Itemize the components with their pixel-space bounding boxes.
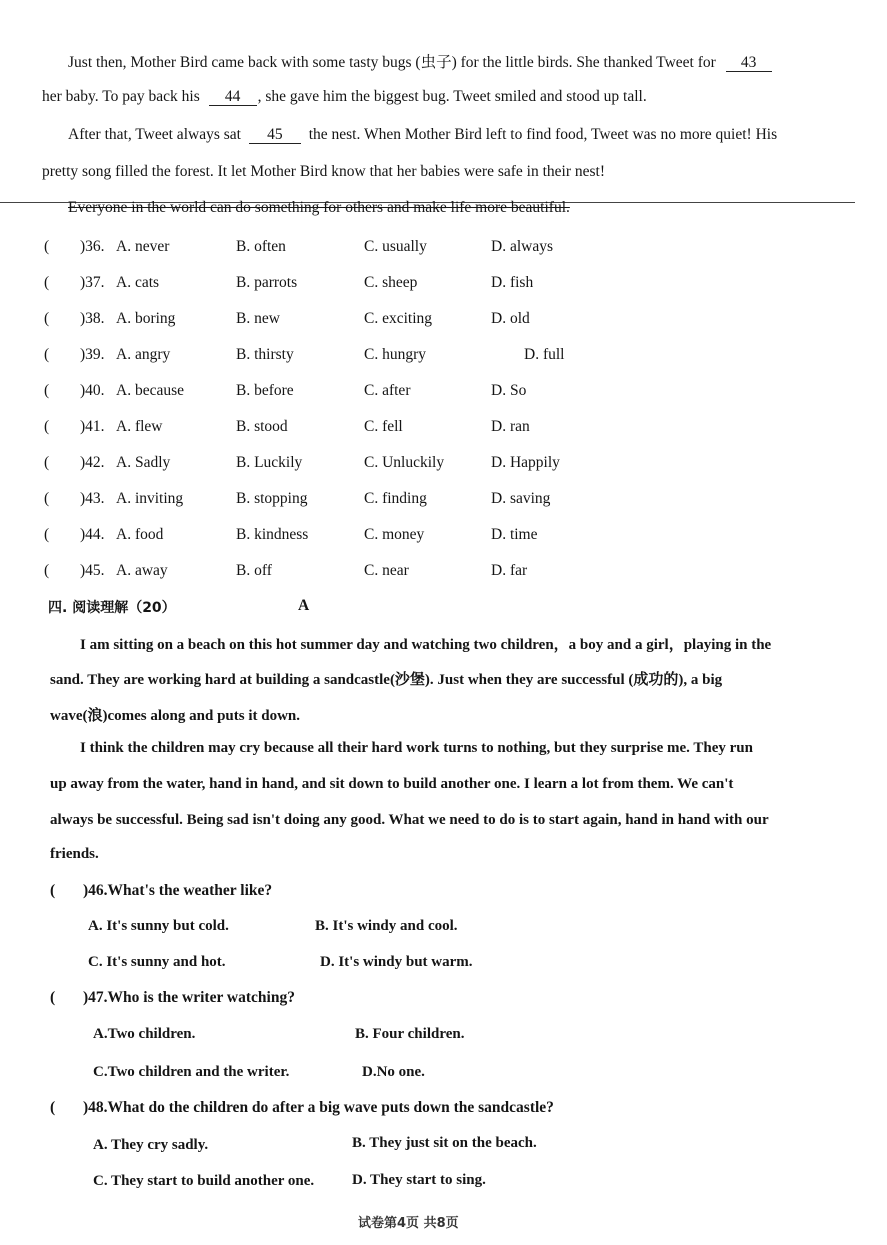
passage-line-2 xyxy=(42,88,647,106)
option-c[interactable]: C.Two children and the writer. xyxy=(93,1064,290,1080)
passage-text: , she gave him the biggest bug. Tweet smiled and stood up tall. xyxy=(257,88,647,105)
section-label: A xyxy=(298,597,310,614)
choice-row xyxy=(0,454,887,478)
option-d[interactable]: D. It's windy but warm. xyxy=(320,954,473,970)
option-d[interactable]: D. far xyxy=(491,562,528,579)
page-footer: 试卷第4页 共8页 xyxy=(358,1216,459,1231)
answer-paren[interactable]: ( xyxy=(44,274,50,291)
passage-line-4: pretty song filled the forest. It let Mother Bird know that her babies were safe in their nest! xyxy=(42,163,606,180)
option-b[interactable]: B. before xyxy=(236,382,294,399)
answer-paren[interactable]: ( xyxy=(44,346,50,363)
option-b[interactable]: B. parrots xyxy=(236,274,298,291)
question-number: )40. xyxy=(80,382,105,399)
option-a[interactable]: A. angry xyxy=(116,346,171,363)
option-b[interactable]: B. new xyxy=(236,310,280,327)
option-c[interactable]: C. money xyxy=(364,526,425,543)
question-number: )45. xyxy=(80,562,105,579)
option-d[interactable]: D. always xyxy=(491,238,553,255)
question-text: )47.Who is the writer watching? xyxy=(83,989,295,1006)
option-c[interactable]: C. hungry xyxy=(364,346,426,363)
option-a[interactable]: A. flew xyxy=(116,418,163,435)
option-d[interactable]: D.No one. xyxy=(362,1064,425,1080)
reading-line-1: I am sitting on a beach on this hot summer day and watching two children，a boy and a girl，playing in the xyxy=(80,637,772,653)
choice-row xyxy=(0,526,887,550)
option-a[interactable]: A. inviting xyxy=(116,490,184,507)
option-b[interactable]: B. Four children. xyxy=(355,1026,465,1042)
passage-line-5: Everyone in the world can do something for others and make life more beautiful. xyxy=(68,199,570,216)
option-b[interactable]: B. They just sit on the beach. xyxy=(352,1135,537,1151)
option-d[interactable]: D. time xyxy=(491,526,538,543)
blank-44: 44 xyxy=(209,89,257,106)
reading-line-2: sand. They are working hard at building a sandcastle(沙堡). Just when they are successful (成功的), a big xyxy=(50,672,723,688)
answer-paren[interactable]: ( xyxy=(44,490,50,507)
option-a[interactable]: A. away xyxy=(116,562,168,579)
question-number: )42. xyxy=(80,454,105,471)
blank-43: 43 xyxy=(726,55,772,72)
option-a[interactable]: A. food xyxy=(116,526,164,543)
reading-line-4: I think the children may cry because all their hard work turns to nothing, but they surprise me. They run xyxy=(80,740,753,756)
option-b[interactable]: B. kindness xyxy=(236,526,309,543)
option-d[interactable]: D. They start to sing. xyxy=(352,1172,486,1188)
section-title: 四. 阅读理解（20） xyxy=(48,600,176,616)
answer-paren[interactable]: ( xyxy=(50,989,56,1006)
passage-line-3 xyxy=(68,126,777,144)
reading-line-6: always be successful. Being sad isn't doing any good. What we need to do is to start again, hand in hand with our xyxy=(50,812,769,828)
reading-line-3: wave(浪)comes along and puts it down. xyxy=(50,708,301,724)
choice-row xyxy=(0,382,887,406)
passage-text: After that, Tweet always sat xyxy=(68,126,241,143)
blank-45: 45 xyxy=(249,127,301,144)
option-c[interactable]: C. They start to build another one. xyxy=(93,1173,315,1189)
reading-line-7: friends. xyxy=(50,846,99,862)
option-a[interactable]: A.Two children. xyxy=(93,1026,196,1042)
option-c[interactable]: C. after xyxy=(364,382,411,399)
option-c[interactable]: C. It's sunny and hot. xyxy=(88,954,226,970)
option-d[interactable]: D. fish xyxy=(491,274,534,291)
reading-line-5: up away from the water, hand in hand, and sit down to build another one. I learn a lot from them. We can't xyxy=(50,776,734,792)
choice-row xyxy=(0,274,887,298)
option-b[interactable]: B. stood xyxy=(236,418,288,435)
question-number: )36. xyxy=(80,238,105,255)
choice-row xyxy=(0,562,887,586)
option-d[interactable]: D. saving xyxy=(491,490,551,507)
answer-paren[interactable]: ( xyxy=(50,882,56,899)
option-b[interactable]: B. often xyxy=(236,238,286,255)
option-a[interactable]: A. because xyxy=(116,382,184,399)
answer-paren[interactable]: ( xyxy=(44,562,50,579)
option-a[interactable]: A. boring xyxy=(116,310,176,327)
option-b[interactable]: B. off xyxy=(236,562,272,579)
question-number: )37. xyxy=(80,274,105,291)
option-d[interactable]: D. ran xyxy=(491,418,530,435)
choice-row xyxy=(0,418,887,442)
option-d[interactable]: D. old xyxy=(491,310,530,327)
question-number: )41. xyxy=(80,418,105,435)
answer-paren[interactable]: ( xyxy=(50,1099,56,1116)
option-c[interactable]: C. near xyxy=(364,562,409,579)
choice-row xyxy=(0,310,887,334)
answer-paren[interactable]: ( xyxy=(44,454,50,471)
option-a[interactable]: A. Sadly xyxy=(116,454,171,471)
option-d[interactable]: D. Happily xyxy=(491,454,560,471)
option-a[interactable]: A. cats xyxy=(116,274,160,291)
option-a[interactable]: A. They cry sadly. xyxy=(93,1137,209,1153)
choice-row xyxy=(0,346,887,370)
option-c[interactable]: C. finding xyxy=(364,490,427,507)
answer-paren[interactable]: ( xyxy=(44,418,50,435)
question-number: )39. xyxy=(80,346,105,363)
answer-paren[interactable]: ( xyxy=(44,526,50,543)
question-text: )46.What's the weather like? xyxy=(83,882,273,899)
passage-text: the nest. When Mother Bird left to find food, Tweet was no more quiet! His xyxy=(308,126,778,143)
question-number: )43. xyxy=(80,490,105,507)
option-c[interactable]: C. usually xyxy=(364,238,427,255)
option-c[interactable]: C. exciting xyxy=(364,310,433,327)
option-b[interactable]: B. thirsty xyxy=(236,346,294,363)
option-b[interactable]: B. It's windy and cool. xyxy=(315,918,458,934)
option-c[interactable]: C. sheep xyxy=(364,274,418,291)
option-b[interactable]: B. Luckily xyxy=(236,454,303,471)
option-d[interactable]: D. full xyxy=(524,346,565,363)
choice-row xyxy=(0,238,887,262)
passage-text: Just then, Mother Bird came back with some tasty bugs (虫子) for the little birds. She thanked Tweet for xyxy=(68,54,716,71)
option-b[interactable]: B. stopping xyxy=(236,490,308,507)
question-number: )38. xyxy=(80,310,105,327)
answer-paren[interactable]: ( xyxy=(44,310,50,327)
answer-paren[interactable]: ( xyxy=(44,238,50,255)
option-a[interactable]: A. It's sunny but cold. xyxy=(88,918,229,934)
option-c[interactable]: C. fell xyxy=(364,418,403,435)
choice-row xyxy=(0,490,887,514)
option-a[interactable]: A. never xyxy=(116,238,170,255)
question-text: )48.What do the children do after a big wave puts down the sandcastle? xyxy=(83,1099,554,1116)
option-c[interactable]: C. Unluckily xyxy=(364,454,445,471)
passage-text: her baby. To pay back his xyxy=(42,88,200,105)
passage-line-1 xyxy=(68,50,772,72)
option-d[interactable]: D. So xyxy=(491,382,527,399)
answer-paren[interactable]: ( xyxy=(44,382,50,399)
question-number: )44. xyxy=(80,526,105,543)
